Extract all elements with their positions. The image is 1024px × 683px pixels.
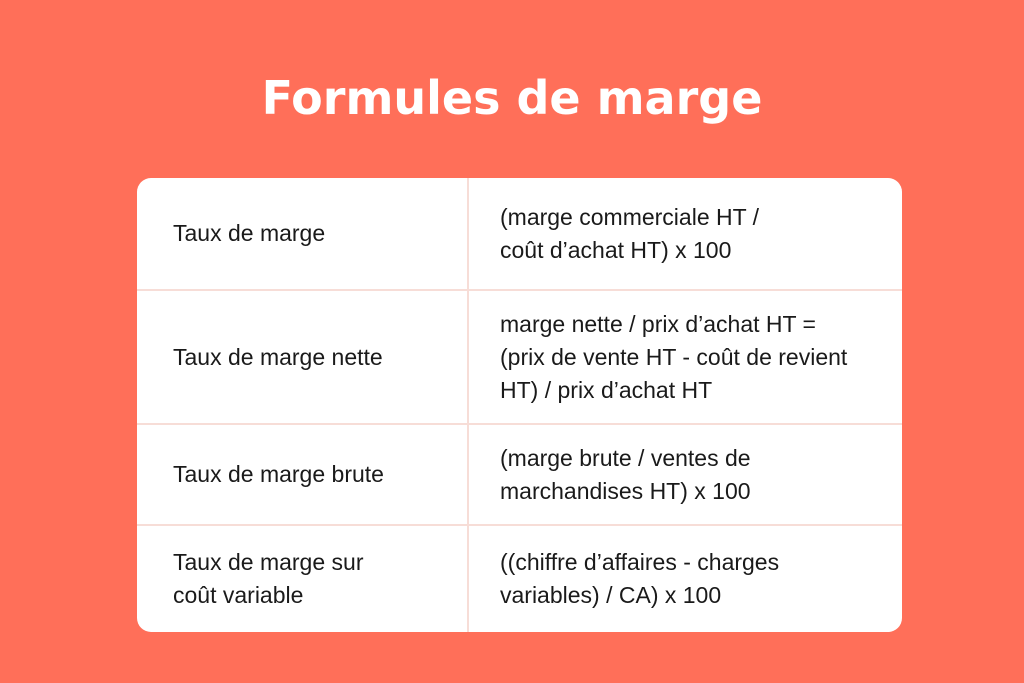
formula-line: (marge brute / ventes de	[500, 444, 751, 471]
row-label	[173, 526, 453, 632]
formula-line: (prix de vente HT - coût de revient	[500, 343, 848, 370]
table-row	[137, 425, 902, 524]
table-row	[137, 178, 902, 289]
row-label	[173, 178, 453, 289]
row-label-line: Taux de marge sur	[173, 549, 364, 575]
formula-line: variables) / CA) x 100	[500, 582, 722, 608]
row-label	[173, 291, 453, 423]
row-formula	[500, 526, 902, 632]
row-label-line: Taux de marge nette	[173, 343, 383, 370]
row-label-line: Taux de marge brute	[173, 461, 384, 487]
row-formula	[500, 425, 902, 524]
formula-line: marge nette / prix d’achat HT =	[500, 310, 816, 337]
row-label-line: Taux de marge	[173, 220, 326, 246]
formula-line: HT) / prix d’achat HT	[500, 376, 713, 403]
row-formula	[500, 178, 902, 289]
table-row	[137, 291, 902, 423]
row-label	[173, 425, 453, 524]
formula-line: (marge commerciale HT /	[500, 203, 760, 230]
formula-line: marchandises HT) x 100	[500, 477, 751, 504]
formulas-table	[137, 178, 902, 632]
row-formula	[500, 291, 902, 423]
table-row	[137, 526, 902, 632]
formula-line: coût d’achat HT) x 100	[500, 236, 732, 263]
formula-line: ((chiffre d’affaires - charges	[500, 549, 780, 575]
row-label-line: coût variable	[173, 582, 304, 608]
page-title: Formules de marge	[261, 71, 763, 125]
